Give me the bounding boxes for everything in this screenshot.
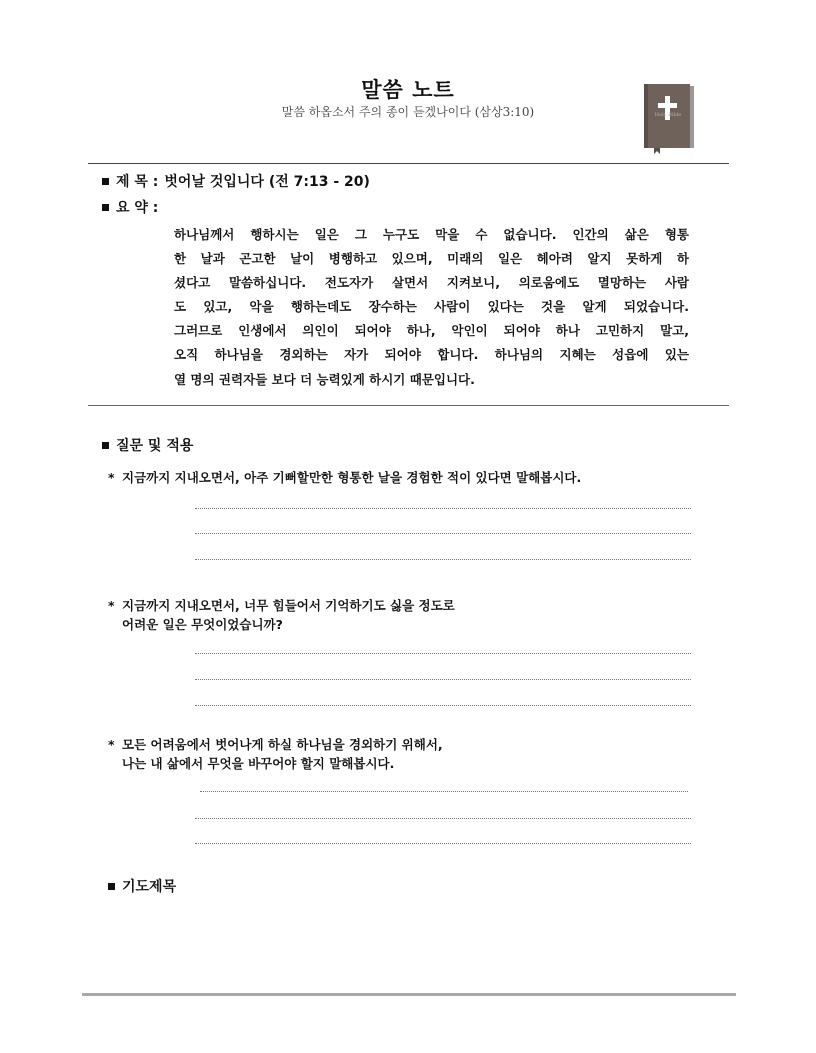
- summary-row: [102, 197, 158, 217]
- answer-line[interactable]: [195, 818, 691, 819]
- square-bullet-icon: [102, 442, 109, 449]
- summary-line: 오직 하나님을 경외하는 자가 되어야 합니다. 하나님의 지혜는 성읍에 있는: [174, 347, 689, 363]
- star-bullet-icon: *: [108, 598, 115, 613]
- divider-middle: [88, 405, 729, 406]
- square-bullet-icon: [102, 178, 109, 185]
- answer-line[interactable]: [195, 508, 691, 509]
- prayer-label: 기도제목: [122, 879, 177, 895]
- bible-icon: [640, 82, 696, 154]
- page-subtitle: 말씀 하옵소서 주의 종이 듣겠나이다 (삼상3:10): [281, 105, 535, 119]
- answer-line[interactable]: [195, 533, 691, 534]
- questions-heading: [102, 435, 193, 455]
- question-item: [108, 468, 581, 487]
- summary-text: [174, 223, 689, 392]
- question-item: [108, 596, 455, 634]
- answer-line[interactable]: [200, 791, 688, 792]
- summary-label: 요 약 :: [116, 200, 159, 216]
- star-bullet-icon: *: [108, 737, 115, 752]
- answer-line[interactable]: [195, 679, 691, 680]
- question-text: 지금까지 지내오면서, 너무 힘들어서 기억하기도 싫을 정도로: [122, 598, 455, 613]
- summary-line: 도 있고, 악을 행하는데도 장수하는 사람이 있다는 것을 알게 되었습니다.: [174, 299, 689, 315]
- summary-line: 셨다고 말씀하십니다. 전도자가 살면서 지켜보니, 의로움에도 멸망하는 사람: [174, 275, 689, 291]
- question-text-continued: 어려운 일은 무엇이었습니까?: [122, 617, 283, 632]
- answer-line[interactable]: [195, 653, 691, 654]
- topic-value: 벗어날 것입니다 (전 7:13 - 20): [164, 174, 370, 190]
- answer-line[interactable]: [195, 843, 691, 844]
- square-bullet-icon: [102, 204, 109, 211]
- summary-line: 한 날과 곤고한 날이 병행하고 있으며, 미래의 일은 헤아려 알지 못하게 하: [174, 251, 689, 267]
- summary-line: 열 명의 권력자들 보다 더 능력있게 하시기 때문입니다.: [174, 371, 475, 387]
- questions-label: 질문 및 적용: [116, 438, 194, 454]
- question-text-continued: 나는 내 삶에서 무엇을 바꾸어야 할지 말해봅시다.: [122, 756, 395, 771]
- answer-line[interactable]: [195, 559, 691, 560]
- answer-line[interactable]: [195, 705, 691, 706]
- divider-bottom: [82, 993, 736, 996]
- summary-line: 그러므로 인생에서 의인이 되어야 하나, 악인이 되어야 하나 고민하지 말고,: [174, 323, 689, 339]
- topic-label: 제 목 :: [116, 174, 159, 190]
- star-bullet-icon: *: [108, 470, 115, 485]
- page-title: 말씀 노트: [361, 78, 455, 102]
- question-text: 모든 어려움에서 벗어나게 하실 하나님을 경외하기 위해서,: [122, 737, 443, 752]
- divider-top: [88, 163, 729, 164]
- prayer-heading: [108, 876, 176, 896]
- topic-row: [102, 171, 370, 191]
- bible-cover-text: Holy Bible: [654, 112, 682, 118]
- summary-line: 하나님께서 행하시는 일은 그 누구도 막을 수 없습니다. 인간의 삶은 형통: [174, 227, 689, 242]
- question-text: 지금까지 지내오면서, 아주 기뻐할만한 형통한 날을 경험한 적이 있다면 말해봅시다.: [122, 470, 582, 485]
- square-bullet-icon: [108, 883, 115, 890]
- question-item: [108, 735, 443, 773]
